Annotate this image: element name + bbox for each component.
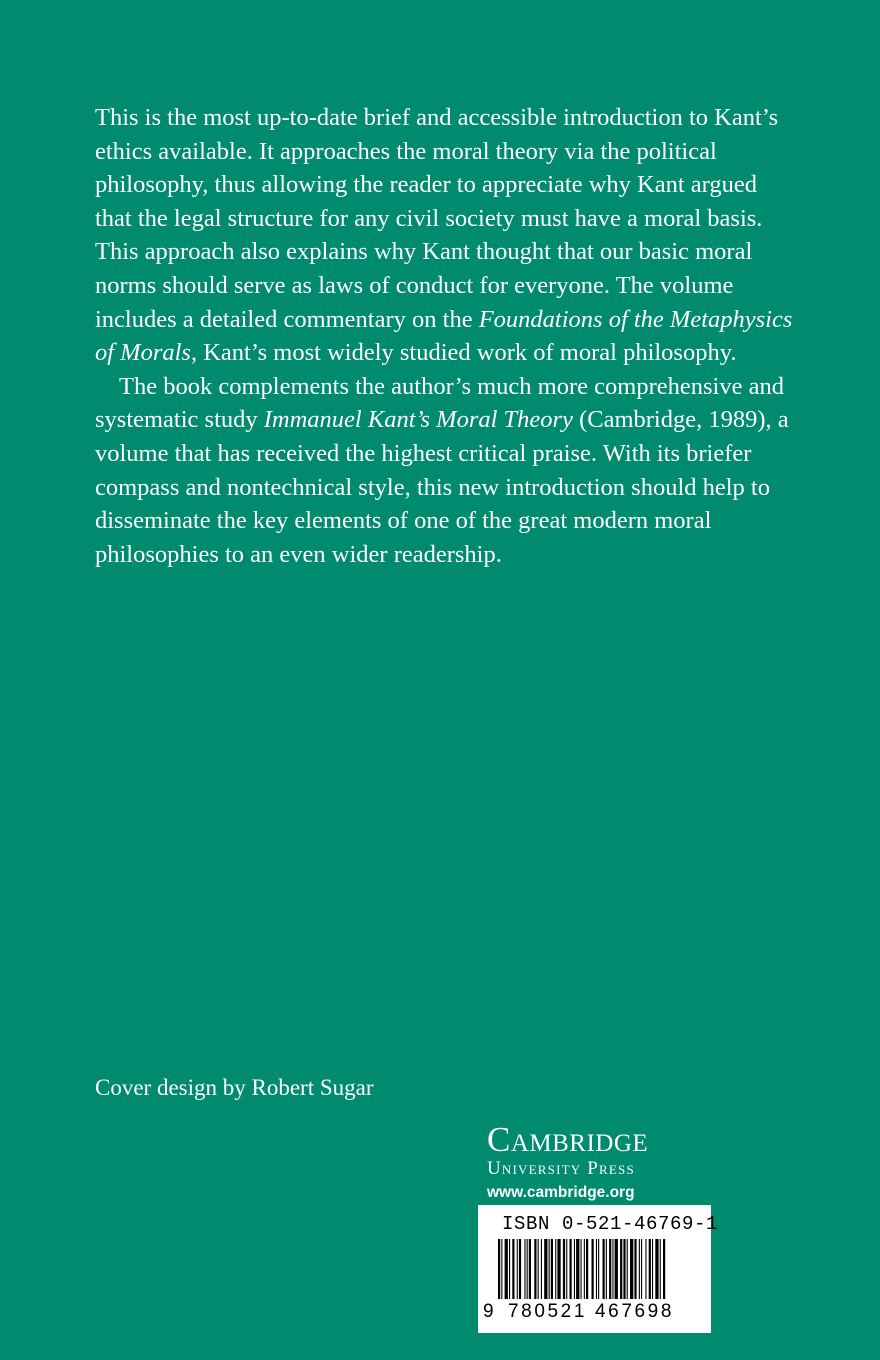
- barcode-digits: [483, 1301, 674, 1323]
- book-title: Immanuel Kant’s Moral Theory: [263, 406, 573, 434]
- publisher-url: www.cambridge.org: [487, 1184, 635, 1201]
- cover-design-credit: Cover design by Robert Sugar: [95, 1075, 374, 1100]
- barcode-lead-digit: 9: [483, 1301, 494, 1322]
- blurb-text: This is the most up-to-date brief and accessible introduction to Kant’s ethics available. It approaches the moral theory via the political philosophy, thus allowing the reader to appreciate why Kant argued that the legal structure for any civil society must have a moral basis. This approach also explains why Kant thought that our basic moral norms should serve as laws of conduct for everyone. The volume includes a detailed commentary on the: [95, 104, 779, 333]
- blurb-paragraph-1: [95, 101, 795, 370]
- barcode-panel: [478, 1205, 719, 1333]
- barcode-digit-group-2: 467698: [595, 1301, 675, 1322]
- blurb-text: The book complements the author’s much more comprehensive and systematic study: [95, 372, 784, 434]
- publisher-name: Cambridge: [487, 1120, 649, 1159]
- isbn-label: ISBN 0-521-46769-1: [502, 1213, 719, 1235]
- barcode-icon: [488, 1239, 701, 1303]
- blurb-text: , Kant’s most widely studied work of moral philosophy.: [190, 339, 737, 367]
- publisher-press: University Press: [487, 1158, 635, 1179]
- book-title: Foundations of the Metaphysics of Morals: [95, 305, 793, 367]
- barcode-digit-group-1: 780521: [508, 1301, 588, 1322]
- blurb-text: (Cambridge, 1989), a volume that has received the highest critical praise. With its briefer compass and nontechnical style, this new introduction should help to disseminate the key elements of one of the great modern moral philosophies to an even wider readership.: [95, 406, 789, 568]
- blurb-paragraph-2: [95, 370, 795, 572]
- publisher-logo: [487, 1121, 747, 1202]
- back-cover-blurb: [95, 101, 795, 571]
